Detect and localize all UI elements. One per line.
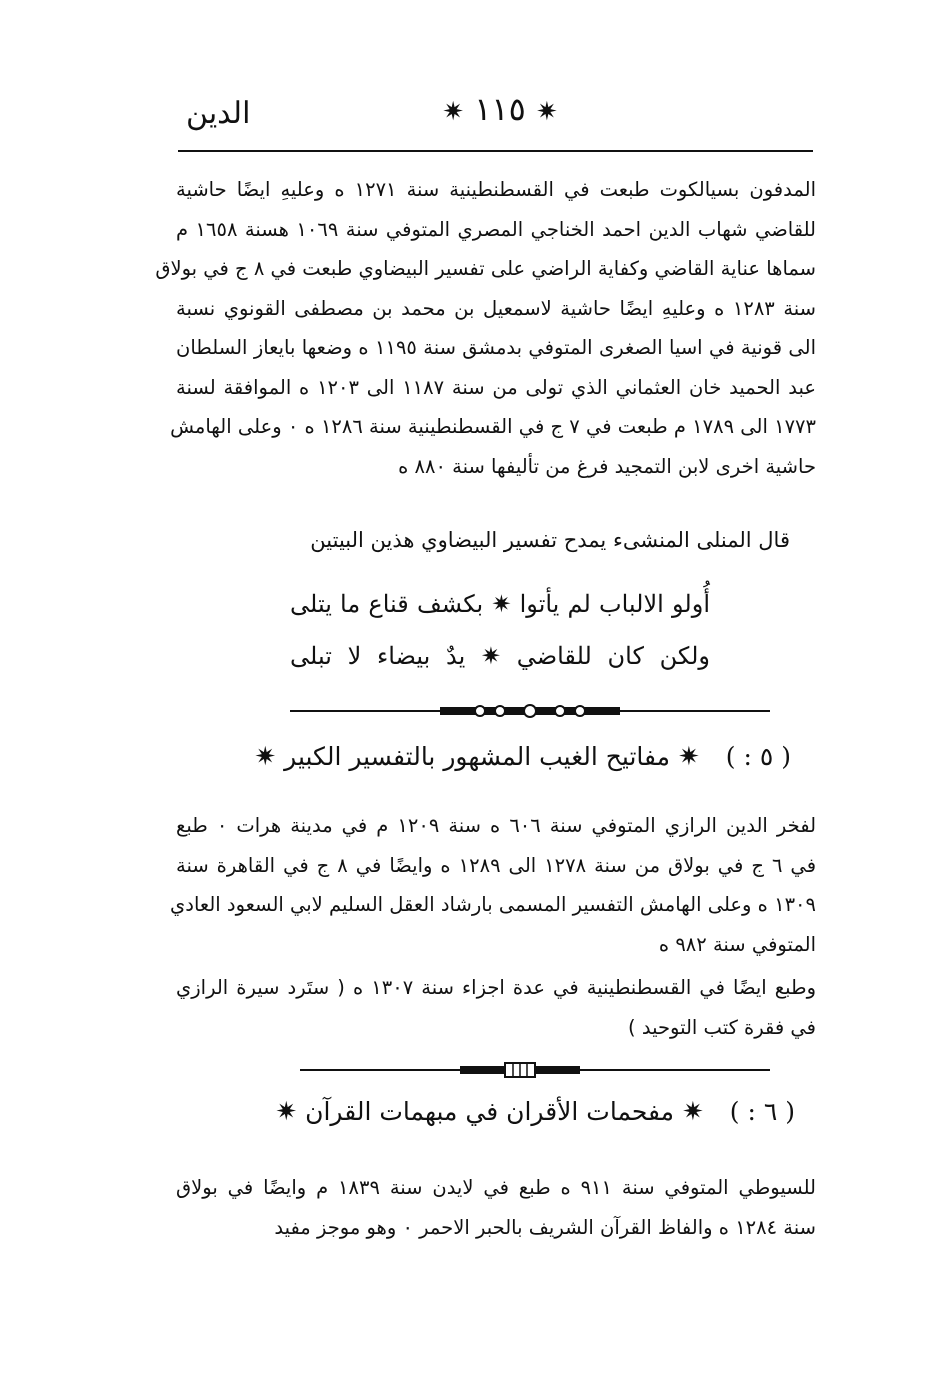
page-number [420, 90, 580, 128]
verse-line-1: أُولو الالباب لم يأتوا ✷ بكشف قناع ما يتلى [290, 590, 710, 618]
text-line: للقاضي شهاب الدين احمد الخناجي المصري المتوفي سنة ١٠٦٩ هسنة ١٦٥٨ م [176, 217, 816, 241]
text-line: ١٣٠٩ ه وعلى الهامش التفسير المسمى بارشاد العقل السليم لابي السعود العادي [170, 893, 816, 916]
text-line: الى قونية في اسيا الصغرى المتوفي بدمشق سنة ١١٩٥ ه وضعها بايعاز السلطان [176, 336, 817, 359]
text-line: وطبع ايضًا في القسطنطينية في عدة اجزاء سنة ١٣٠٧ ه ( ستَرد سيرة الرازي [176, 976, 816, 999]
text-line: ١٧٧٣ الى ١٧٨٩ م طبعت في ٧ ج في القسطنطينية سنة ١٢٨٦ ه ٠ وعلى الهامش [170, 415, 816, 438]
ornament-left-icon: ✷ [535, 97, 558, 127]
header-rule [178, 150, 813, 152]
section-5-title: مفاتيح الغيب المشهور بالتفسير الكبير [284, 742, 671, 771]
ornamental-divider-1 [290, 700, 770, 722]
page-number-value: ١١٥ [474, 90, 526, 128]
text-line: في ٦ ج في بولاق من سنة ١٢٧٨ الى ١٢٨٩ ه وايضًا في ٨ ج في القاهرة سنة [176, 853, 817, 877]
text-line: سنة ١٢٨٣ ه وعليهِ ايضًا حاشية لاسمعيل بن محمد بن مصطفى القونوي نسبة [176, 296, 816, 320]
text-line: المدفون بسيالكوت طبعت في القسطنطينية سنة ١٢٧١ ه وعليهِ ايضًا حاشية [176, 178, 816, 201]
ornament-right-icon: ✷ [442, 97, 465, 127]
section-6-title: مفحمات الأقران في مبهمات القرآن [305, 1097, 675, 1126]
verse-line-2: ولكن كان للقاضي ✷ يدٌ بيضاء لا تبلى [290, 642, 710, 670]
verse-intro: قال المنلى المنشىء يمدح تفسير البيضاوي هذين البيتين [310, 528, 790, 552]
text-line: سماها عناية القاضي وكفاية الراضي على تفسير البيضاوي طبعت في ٨ ج في بولاق [155, 257, 816, 280]
section-5-paragraph [170, 806, 817, 964]
text-line: عبد الحميد خان العثماني الذي تولى من سنة ١١٨٧ الى ١٢٠٣ ه الموافقة لسنة [176, 375, 816, 399]
ornament-icon: ✷ [682, 1097, 704, 1127]
section-5-paragraph-2 [176, 968, 816, 1047]
text-line: المتوفي سنة ٩٨٢ ه [658, 932, 816, 956]
text-line: سنة ١٢٨٤ ه والفاظ القرآن الشريف بالحبر الاحمر ٠ وهو موجز مفيد [274, 1215, 816, 1239]
text-line: في فقرة كتب التوحيد ) [628, 1015, 816, 1039]
ornamental-divider-2 [300, 1060, 770, 1080]
text-line: لفخر الدين الرازي المتوفي سنة ٦٠٦ ه سنة ١٢٠٩ م في مدينة هرات ٠ طبع [176, 814, 817, 837]
text-line: حاشية اخرى لابن التمجيد فرغ من تأليفها سنة ٨٨٠ ه [398, 454, 816, 478]
section-5-heading [254, 742, 791, 772]
running-header-title: الدين [186, 96, 251, 131]
ornament-icon: ✷ [275, 1097, 298, 1127]
section-5-number: ( ٥ : ) [725, 742, 791, 771]
section-6-number: ( ٦ : ) [729, 1097, 795, 1126]
ornament-icon: ✷ [254, 742, 277, 772]
ornament-icon: ✷ [678, 742, 700, 772]
section-6-paragraph [176, 1168, 816, 1247]
section-6-heading [275, 1097, 795, 1127]
text-line: للسيوطي المتوفي سنة ٩١١ ه طبع في لايدن سنة ١٨٣٩ م وايضًا في بولاق [176, 1176, 817, 1199]
paragraph-1 [155, 170, 817, 486]
